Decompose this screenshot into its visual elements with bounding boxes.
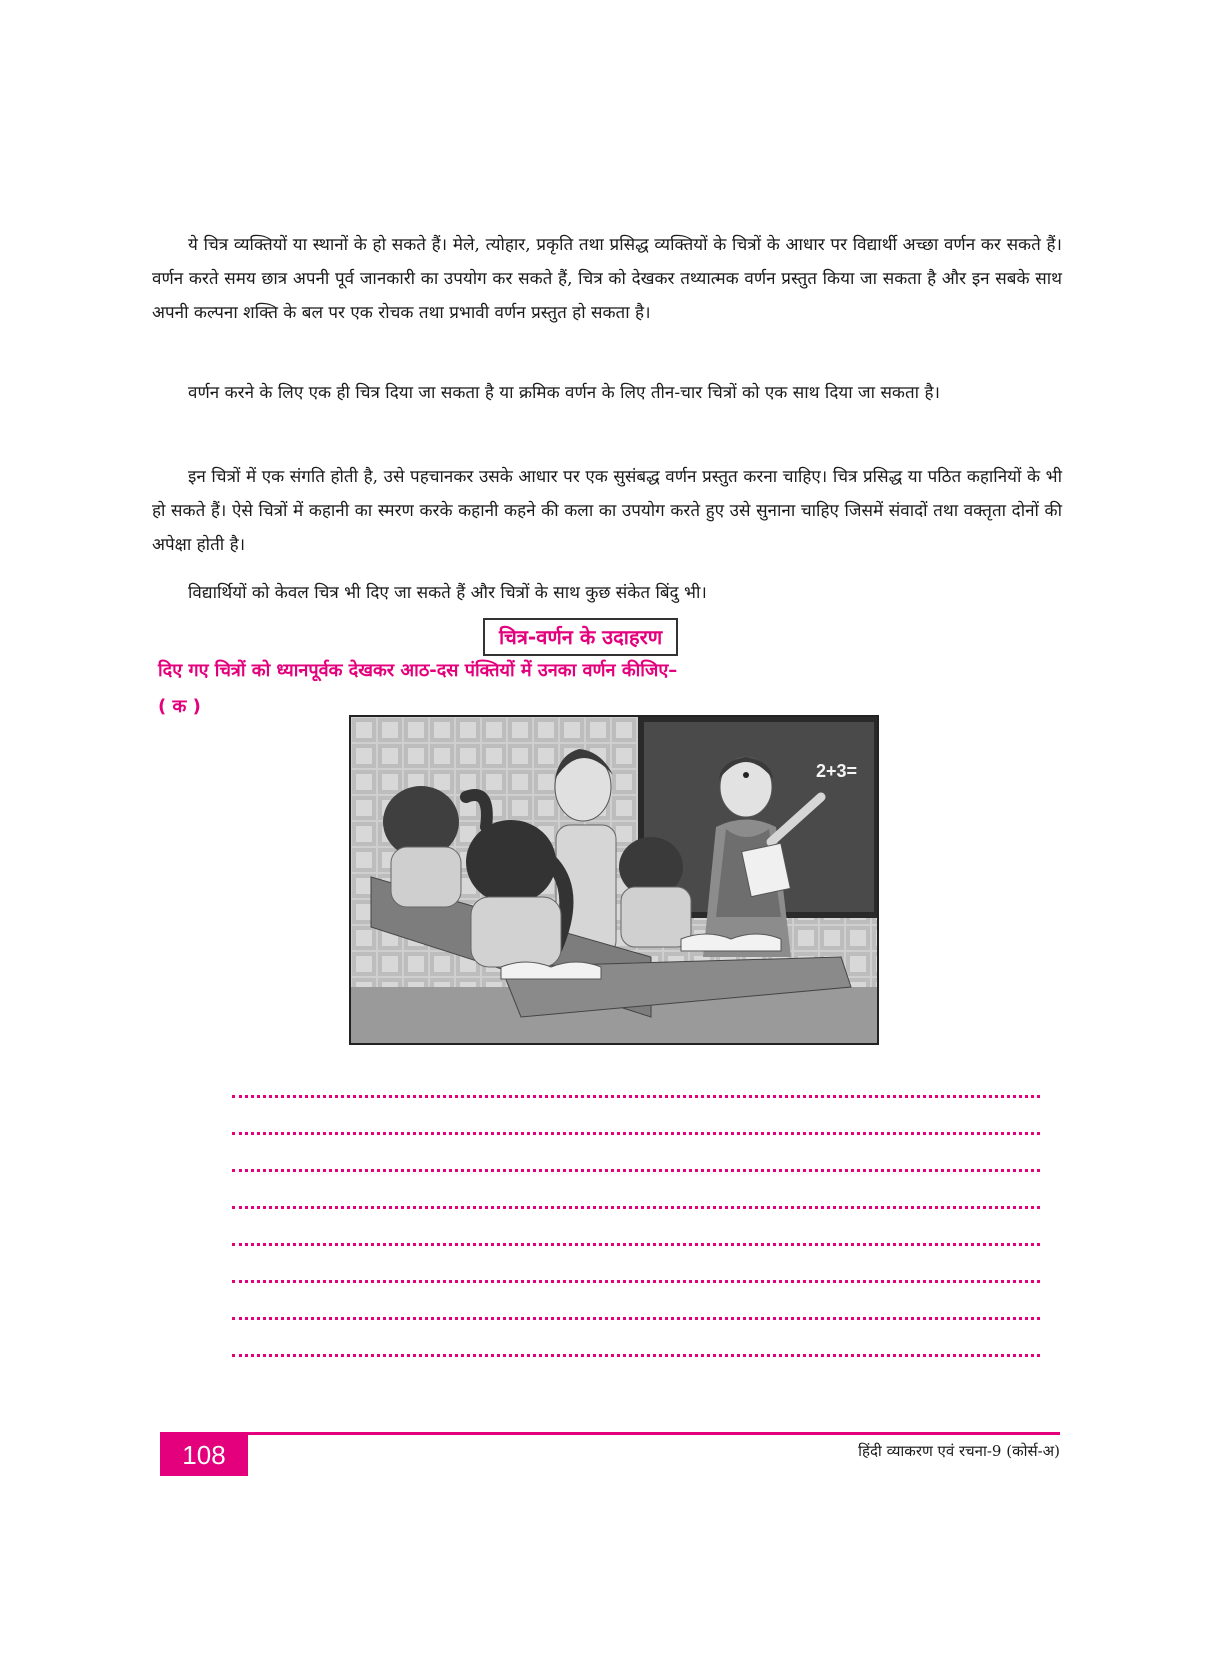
instruction-text: दिए गए चित्रों को ध्यानपूर्वक देखकर आठ-दस पंक्तियों में उनका वर्णन कीजिए– [158,660,678,681]
answer-line-2[interactable] [232,1132,1040,1135]
answer-line-1[interactable] [232,1095,1040,1098]
answer-line-4[interactable] [232,1206,1040,1209]
answer-line-8[interactable] [232,1354,1040,1357]
paragraph-2: वर्णन करने के लिए एक ही चित्र दिया जा सकता है या क्रमिक वर्णन के लिए तीन-चार चित्रों को एक साथ दिया जा सकता है। [188,383,940,403]
example-label: ( क ) [158,696,201,717]
classroom-illustration [349,715,879,1045]
answer-line-6[interactable] [232,1280,1040,1283]
classroom-drawing [351,717,877,1043]
paragraph-3: इन चित्रों में एक संगति होती है, उसे पहचानकर उसके आधार पर एक सुसंबद्ध वर्णन प्रस्तुत करना चाहिए। चित्र प्रसिद्ध या पठित कहानियों के भी हो सकते हैं। ऐसे चित्रों में कहानी का स्मरण करके कहानी कहने की कला का उपयोग करते हुए उसे सुनाना चाहिए जिसमें संवादों तथा वक्तृता दोनों की अपेक्षा होती है। [152,467,1062,555]
answer-line-3[interactable] [232,1169,1040,1172]
section-heading: चित्र-वर्णन के उदाहरण [483,618,678,656]
blackboard-text: 2+3= [816,761,858,781]
footer-rule [160,1432,1060,1435]
answer-line-7[interactable] [232,1317,1040,1320]
book-title: हिंदी व्याकरण एवं रचना-9 (कोर्स-अ) [858,1442,1060,1460]
page-number: 108 [160,1432,248,1476]
paragraph-4: विद्यार्थियों को केवल चित्र भी दिए जा सकते हैं और चित्रों के साथ कुछ संकेत बिंदु भी। [188,583,707,603]
answer-line-5[interactable] [232,1243,1040,1246]
paragraph-1: ये चित्र व्यक्तियों या स्थानों के हो सकते हैं। मेले, त्योहार, प्रकृति तथा प्रसिद्ध व्यक्तियों के चित्रों के आधार पर विद्यार्थी अच्छा वर्णन कर सकते हैं। वर्णन करते समय छात्र अपनी पूर्व जानकारी का उपयोग कर सकते हैं, चित्र को देखकर तथ्यात्मक वर्णन प्रस्तुत किया जा सकता है और इन सबके साथ अपनी कल्पना शक्ति के बल पर एक रोचक तथा प्रभावी वर्णन प्रस्तुत हो सकता है। [152,235,1062,323]
